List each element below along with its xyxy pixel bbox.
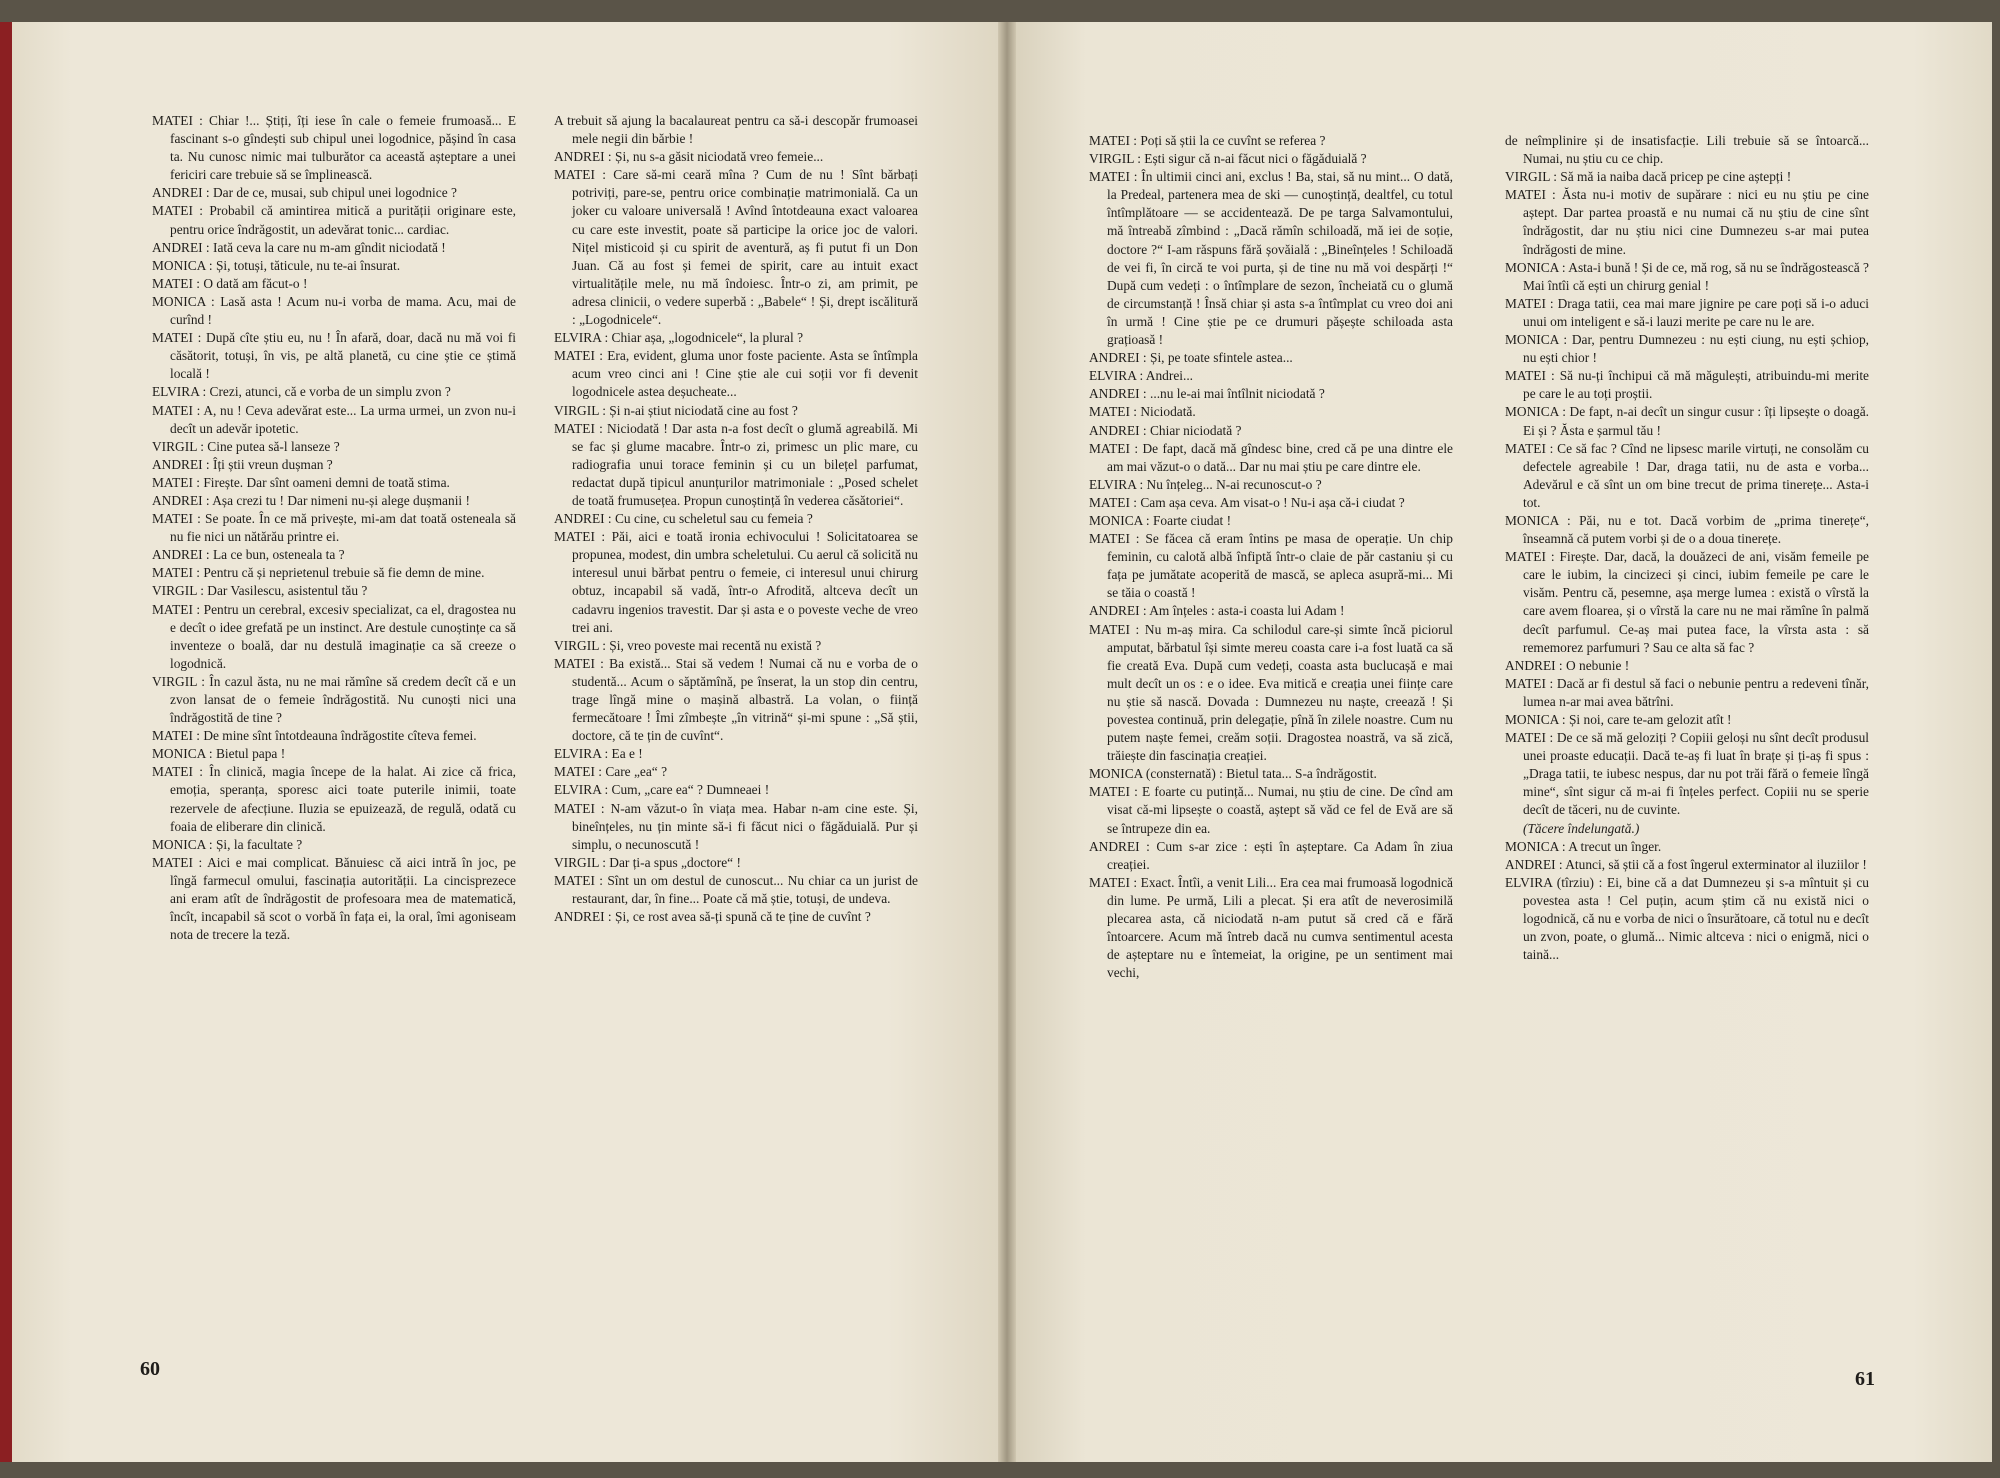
dialogue-paragraph: MATEI : Chiar !... Știți, îți iese în cale o femeie frumoasă... E fascinant s-o gîndești sub chipul unei logodnice, pășind în casa ta. Nu cunosc nimic mai tulburător ca această așteptare a unei fericiri care trebuie să se împlinească.	[152, 113, 516, 183]
dialogue-paragraph: MATEI : Să nu-ți închipui că mă măgulești, atribuindu-mi merite pe care le au toți proștii.	[1505, 368, 1869, 402]
page-number-left: 60	[140, 1358, 160, 1380]
dialogue-paragraph: MATEI : Ba există... Stai să vedem ! Numai că nu e vorba de o studentă... Acum o săptămînă, pe înserat, la un stop din centru, trage lîngă mine o mașină albastră. La volan, o ființă fermecătoare ! Îmi zîmbește „în vitrină“ și-mi spune : „Să știi, doctore, că te țin de cuvînt“.	[554, 655, 918, 744]
dialogue-paragraph: ELVIRA : Chiar așa, „logodnicele“, la plural ?	[554, 330, 804, 346]
dialogue-paragraph: ELVIRA (tîrziu) : Ei, bine că a dat Dumnezeu și s-a mîntuit și cu povestea asta ! Cel puțin, acum știm că nu există nici o logodnică, că nu e vorba de nici o însurătoare, că totul nu e decît un zvon, poate, o glumă... Nimic altceva : nici o enigmă, nici o taină...	[1505, 874, 1869, 963]
dialogue-paragraph: MATEI : Era, evident, gluma unor foste paciente. Asta se întîmpla acum vreo cinci ani ! Cine știe ale cui soții vor fi devenit logodnicele astea deșucheate...	[554, 348, 918, 400]
dialogue-paragraph: MATEI : Ăsta nu-i motiv de supărare : nici eu nu știu pe cine aștept. Dar partea proastă e nu numai că nu știu de cine sînt îndrăgostit, dar nu știu nici cine Dumnezeu s-ar mai putea îndrăgosti de mine.	[1505, 187, 1869, 257]
dialogue-paragraph: ANDREI : Și, ce rost avea să-ți spună că te ține de cuvînt ?	[554, 909, 871, 925]
dialogue-paragraph: MATEI : Sînt un om destul de cunoscut... Nu chiar ca un jurist de restaurant, dar, în fine... Poate că mă știe, totuși, de undeva.	[554, 872, 918, 907]
dialogue-paragraph: MONICA : Dar, pentru Dumnezeu : nu ești ciung, nu ești șchiop, nu ești chior !	[1505, 332, 1869, 366]
dialogue-paragraph: ANDREI : O nebunie !	[1505, 657, 1630, 673]
dialogue-paragraph: MATEI : Dacă ar fi destul să faci o nebunie pentru a redeveni tînăr, lumea n-ar mai avea bătrîni.	[1505, 675, 1869, 709]
right-page-column-1	[1089, 132, 1453, 982]
dialogue-paragraph: VIRGIL : Și, vreo poveste mai recentă nu există ?	[554, 637, 822, 653]
dialogue-paragraph: MATEI : De ce să mă geloziți ? Copiii geloși nu sînt decît produsul unei proaste educații. Dacă te-aș fi luat în brațe și ți-aș fi spus : „Draga tatii, te iubesc nespus, dar nu pot trăi fără o femeie lîngă mine“, sînt sigur că m-ai fi înțeles perfect. Copiii nu se sperie decît de tăceri, nu de cuvinte.	[1505, 730, 1869, 818]
dialogue-paragraph: MATEI : În ultimii cinci ani, exclus ! Ba, stai, să nu mint... O dată, la Predeal, partenera mea de ski — cunoștință, dealtfel, cu totul întîmplătoare — se accidentează. De pe targa Salvamontului, mă întreabă zîmbind : „Dacă rămîn schiloadă, mă iei de soție, doctore ?“ I-am răspuns fără șovăială : „Bineînțeles ! Schiloadă de vei fi, în circă te voi purta, și de tine nu mă voi despărți !“ După cum vedeți : o întîmplare de sezon, încheiată cu o glumă de circumstanță ! Însă chiar și asta s-a întîmplat cu vreo doi ani în urmă ! Cine știe pe ce drumuri pășește schiloada asta grațioasă !	[1089, 169, 1453, 348]
dialogue-paragraph: MATEI : Se făcea că eram întins pe masa de operație. Un chip feminin, cu calotă albă înfiptă într-o claie de păr castaniu și cu fața pe jumătate acoperită de mască, se apleca asupră-mi... Mi se tăia o coastă !	[1089, 531, 1453, 601]
dialogue-paragraph: ANDREI : La ce bun, osteneala ta ?	[152, 547, 345, 563]
dialogue-paragraph: MONICA : A trecut un înger.	[1505, 838, 1662, 854]
dialogue-paragraph: MATEI : E foarte cu putință... Numai, nu știu de cine. De cînd am visat că-mi lipsește o coastă, aștept să văd ce fel de Evă are să se întrupeze din ea.	[1089, 784, 1453, 836]
dialogue-paragraph: MATEI : După cîte știu eu, nu ! În afară, doar, dacă nu mă voi fi căsătorit, totuși, în vis, pe altă planetă, cu cine știe ce știmă locală !	[152, 330, 516, 382]
dialogue-paragraph: MONICA : Și, totuși, tăticule, nu te-ai însurat.	[152, 257, 401, 273]
dialogue-paragraph: MATEI : Nu m-aș mira. Ca schilodul care-și simte încă piciorul amputat, bărbatul își simte mereu coasta care i-a fost luată ca să fie creată Eva. După cum vedeți, coasta asta buclucașă e mai mult decît un os : e o idee. Eva mitică e creația unei ființe care nu știe să nască. Dovada : Dumnezeu nu naște, creează ! Și povestea continuă, prin delegație, pînă în zilele noastre. Cum nu putem naște femei, creăm soții. Dragostea noastră, va să zică, trăiește din fascinația creației.	[1089, 621, 1453, 764]
dialogue-paragraph: ELVIRA : Andrei...	[1089, 368, 1194, 384]
dialogue-paragraph: A trebuit să ajung la bacalaureat pentru ca să-i descopăr frumoasei mele negii din bărbie !	[554, 113, 918, 147]
dialogue-paragraph: MONICA : Asta-i bună ! Și de ce, mă rog, să nu se îndrăgostească ? Mai întîi că ești un chirurg genial !	[1505, 259, 1869, 293]
dialogue-paragraph: ELVIRA : Ea e !	[554, 746, 643, 762]
dialogue-paragraph: MONICA : De fapt, n-ai decît un singur cusur : îți lipsește o doagă. Ei și ? Ăsta e șarmul tău !	[1505, 404, 1869, 438]
dialogue-paragraph: MATEI : Ce să fac ? Cînd ne lipsesc marile virtuți, ne consolăm cu defectele agreabile ! Dar, draga tatii, nu de asta e vorba... Adevărul e că sînt un om bine trecut de prima tinerețe... Asta-i tot.	[1505, 440, 1869, 510]
dialogue-paragraph: ELVIRA : Nu înțeleg... N-ai recunoscut-o ?	[1089, 476, 1322, 492]
dialogue-paragraph: MATEI : Aici e mai complicat. Bănuiesc că aici intră în joc, pe lîngă farmecul omului, fascinația autorității. La cincisprezece ani eram atît de îndrăgostit de profesoara mea de matematică, încît, incapabil să scot o vorbă în fața ei, la oral, îmi agoniseam nota de trecere la teză.	[152, 854, 516, 943]
dialogue-paragraph: MATEI : În clinică, magia începe de la halat. Ai zice că frica, emoția, speranța, sporesc aici toate puterile inimii, toate rezervele de afecțiune. Iluzia se epuizează, de regulă, odată cu foaia de eliberare din clinică.	[152, 764, 516, 834]
left-page-column-1	[152, 112, 516, 944]
dialogue-paragraph: MATEI : Care „ea“ ?	[554, 764, 668, 780]
dialogue-paragraph: MATEI : A, nu ! Ceva adevărat este... La urma urmei, un zvon nu-i decît un adevăr ipotetic.	[152, 402, 516, 436]
dialogue-paragraph: MATEI : O dată am făcut-o !	[152, 275, 308, 291]
dialogue-paragraph: MATEI : Pentru un cerebral, excesiv specializat, ca el, dragostea nu e decît o idee grefată pe un instinct. Are destule cunoștințe ca să inventeze o boală, dar nu destulă imaginație ca să creeze o logodnică.	[152, 601, 516, 671]
dialogue-paragraph: MONICA : Lasă asta ! Acum nu-i vorba de mama. Acu, mai de curînd !	[152, 293, 516, 328]
dialogue-paragraph: ELVIRA : Crezi, atunci, că e vorba de un simplu zvon ?	[152, 384, 451, 400]
dialogue-paragraph: MONICA : Și, la facultate ?	[152, 836, 303, 852]
right-page	[1007, 22, 1992, 1462]
dialogue-paragraph: MATEI : Poți să știi la ce cuvînt se referea ?	[1089, 133, 1326, 148]
book-gutter	[998, 22, 1016, 1462]
page-number-right: 61	[1855, 1368, 1875, 1390]
dialogue-paragraph: VIRGIL : Dar Vasilescu, asistentul tău ?	[152, 583, 368, 599]
left-page-column-2	[554, 112, 918, 926]
dialogue-paragraph: MATEI : N-am văzut-o în viața mea. Habar n-am cine este. Și, bineînțeles, nu țin minte să-i fi făcut nici o făgăduială. Pur și simplu, o necunoscută !	[554, 800, 918, 852]
dialogue-paragraph: ANDREI : Așa crezi tu ! Dar nimeni nu-și alege dușmanii !	[152, 492, 470, 508]
dialogue-paragraph: MONICA : Și noi, care te-am gelozit atît !	[1505, 712, 1732, 727]
dialogue-paragraph: ANDREI : Am înțeles : asta-i coasta lui Adam !	[1089, 603, 1345, 619]
dialogue-paragraph: ANDREI : ...nu le-ai mai întîlnit niciodată ?	[1089, 386, 1325, 402]
dialogue-paragraph: de neîmplinire și de insatisfacție. Lili trebuie să se întoarcă... Numai, nu știu cu ce chip.	[1505, 133, 1869, 167]
dialogue-paragraph: ANDREI : Iată ceva la care nu m-am gîndit niciodată !	[152, 239, 446, 255]
dialogue-paragraph: MATEI : Firește. Dar sînt oameni demni de toată stima.	[152, 474, 450, 490]
dialogue-paragraph: VIRGIL : Să mă ia naiba dacă pricep pe cine aștepți !	[1505, 169, 1792, 185]
dialogue-paragraph: MATEI : Niciodată ! Dar asta n-a fost decît o glumă agreabilă. Mi se fac și glume macabre. Într-o zi, primesc un plic mare, cu radiografia unui torace feminin și cu un bilețel parfumat, redactat după tipicul anunțurilor matrimoniale : „Posed schelet de toată frumusețea. Propun cunoștință în vederea căsătoriei“.	[554, 420, 918, 508]
right-page-column-2	[1505, 132, 1869, 964]
dialogue-paragraph: MATEI : Exact. Întîi, a venit Lili... Era cea mai frumoasă logodnică din lume. Pe urmă, Lili a plecat. Și era atît de neverosimilă plecarea asta, că niciodată n-am putut să cred că e fără întoarcere. Acum mă întreb dacă nu cumva sentimentul acesta de așteptare nu e întemeiat, la origine, pe un sentiment mai vechi,	[1089, 874, 1453, 981]
dialogue-paragraph: ANDREI : Cum s-ar zice : ești în așteptare. Ca Adam în ziua creației.	[1089, 838, 1453, 872]
dialogue-paragraph: ANDREI : Și, nu s-a găsit niciodată vreo femeie...	[554, 149, 824, 165]
dialogue-paragraph: MONICA (consternată) : Bietul tata... S-a îndrăgostit.	[1089, 766, 1377, 782]
dialogue-paragraph: ANDREI : Chiar niciodată ?	[1089, 422, 1242, 438]
dialogue-paragraph: VIRGIL : Cine putea să-l lanseze ?	[152, 438, 340, 454]
dialogue-paragraph: MATEI : Pentru că și neprietenul trebuie să fie demn de mine.	[152, 565, 485, 581]
dialogue-paragraph: VIRGIL : Dar ți-a spus „doctore“ !	[554, 854, 741, 870]
dialogue-paragraph: VIRGIL : Ești sigur că n-ai făcut nici o făgăduială ?	[1089, 151, 1367, 167]
dialogue-paragraph: MATEI : De mine sînt întotdeauna îndrăgostite cîteva femei.	[152, 728, 477, 744]
dialogue-paragraph: MATEI : Niciodată.	[1089, 404, 1196, 420]
dialogue-paragraph: MATEI : Draga tatii, cea mai mare jignire pe care poți să i-o aduci unui om inteligent e să-i lauzi merite pe care nu le are.	[1505, 295, 1869, 329]
dialogue-paragraph: MATEI : Cam așa ceva. Am visat-o ! Nu-i așa că-i ciudat ?	[1089, 494, 1405, 510]
dialogue-paragraph: MATEI : Se poate. În ce mă privește, mi-am dat toată osteneala să nu fie nici un nătărău printre ei.	[152, 511, 516, 545]
dialogue-paragraph: ANDREI : Îți știi vreun dușman ?	[152, 456, 333, 472]
dialogue-paragraph: (Tăcere îndelungată.)	[1523, 820, 1640, 836]
left-page	[12, 22, 1007, 1462]
dialogue-paragraph: MONICA : Păi, nu e tot. Dacă vorbim de „prima tinerețe“, înseamnă că putem vorbi și de o a doua tinerețe.	[1505, 512, 1869, 547]
dialogue-paragraph: MATEI : Probabil că amintirea mitică a purității originare este, pentru orice îndrăgostit, un adevărat tonic... cardiac.	[152, 203, 516, 237]
dialogue-paragraph: MONICA : Bietul papa !	[152, 746, 286, 762]
dialogue-paragraph: VIRGIL : Și n-ai știut niciodată cine au fost ?	[554, 402, 798, 418]
dialogue-paragraph: ANDREI : Cu cine, cu scheletul sau cu femeia ?	[554, 511, 813, 527]
dialogue-paragraph: ELVIRA : Cum, „care ea“ ? Dumneaei !	[554, 782, 770, 798]
dialogue-paragraph: VIRGIL : În cazul ăsta, nu ne mai rămîne să credem decît că e un zvon lansat de o femeie îndrăgostită. Nu cunoști nici una îndrăgostită de tine ?	[152, 673, 516, 726]
dialogue-paragraph: ANDREI : Și, pe toate sfintele astea...	[1089, 350, 1293, 366]
dialogue-paragraph: MATEI : Păi, aici e toată ironia echivocului ! Solicitatoarea se propunea, modest, din umbra scheletului. Cu aerul că solicită nu interesul unui bărbat pentru o femeie, ci interesul unui chirurg obtuz, incapabil să vadă, într-o Afrodită, altceva decît un cadavru ingenios travestit. Dar și asta e o poveste veche de vreo trei ani.	[554, 529, 918, 635]
dialogue-paragraph: MATEI : Care să-mi ceară mîna ? Cum de nu ! Sînt bărbați potriviți, pare-se, pentru orice combinație matrimonială. Ca un joker cu valoare universală ! Avînd întotdeauna exact valoarea cu care este investit, poate să participe la orice joc de valori. Nițel misticoid și cu spirit de aventură, aș fi putut fi un Don Juan. Că au fost și femei de spirit, care au intuit exact virtualitățile mele, nu mă îndoiesc. Într-o zi, am primit, pe adresa clinicii, o vedere superbă : „Babele“ ! Și, drept iscălitură : „Logodnicele“.	[554, 167, 918, 328]
dialogue-paragraph: MATEI : Firește. Dar, dacă, la douăzeci de ani, visăm femeile pe care le iubim, la cincizeci și cinci, iubim femeile pe care le visăm. Pentru că, pesemne, așa merge lumea : există o vîrstă la care avem floarea, și o vîrstă la care nu ne mai rămîne în palmă decît parfumul. Ce-aș mai putea face, la vîrsta asta : să rememorez parfumuri ? Sau ce alta să fac ?	[1505, 549, 1869, 655]
dialogue-paragraph: MATEI : De fapt, dacă mă gîndesc bine, cred că pe una dintre ele am mai văzut-o o dată... Dar nu mai știu pe care dintre ele.	[1089, 440, 1453, 474]
dialogue-paragraph: MONICA : Foarte ciudat !	[1089, 512, 1232, 528]
dialogue-paragraph: ANDREI : Dar de ce, musai, sub chipul unei logodnice ?	[152, 185, 457, 201]
dialogue-paragraph: ANDREI : Atunci, să știi că a fost îngerul exterminator al iluziilor !	[1505, 856, 1867, 872]
